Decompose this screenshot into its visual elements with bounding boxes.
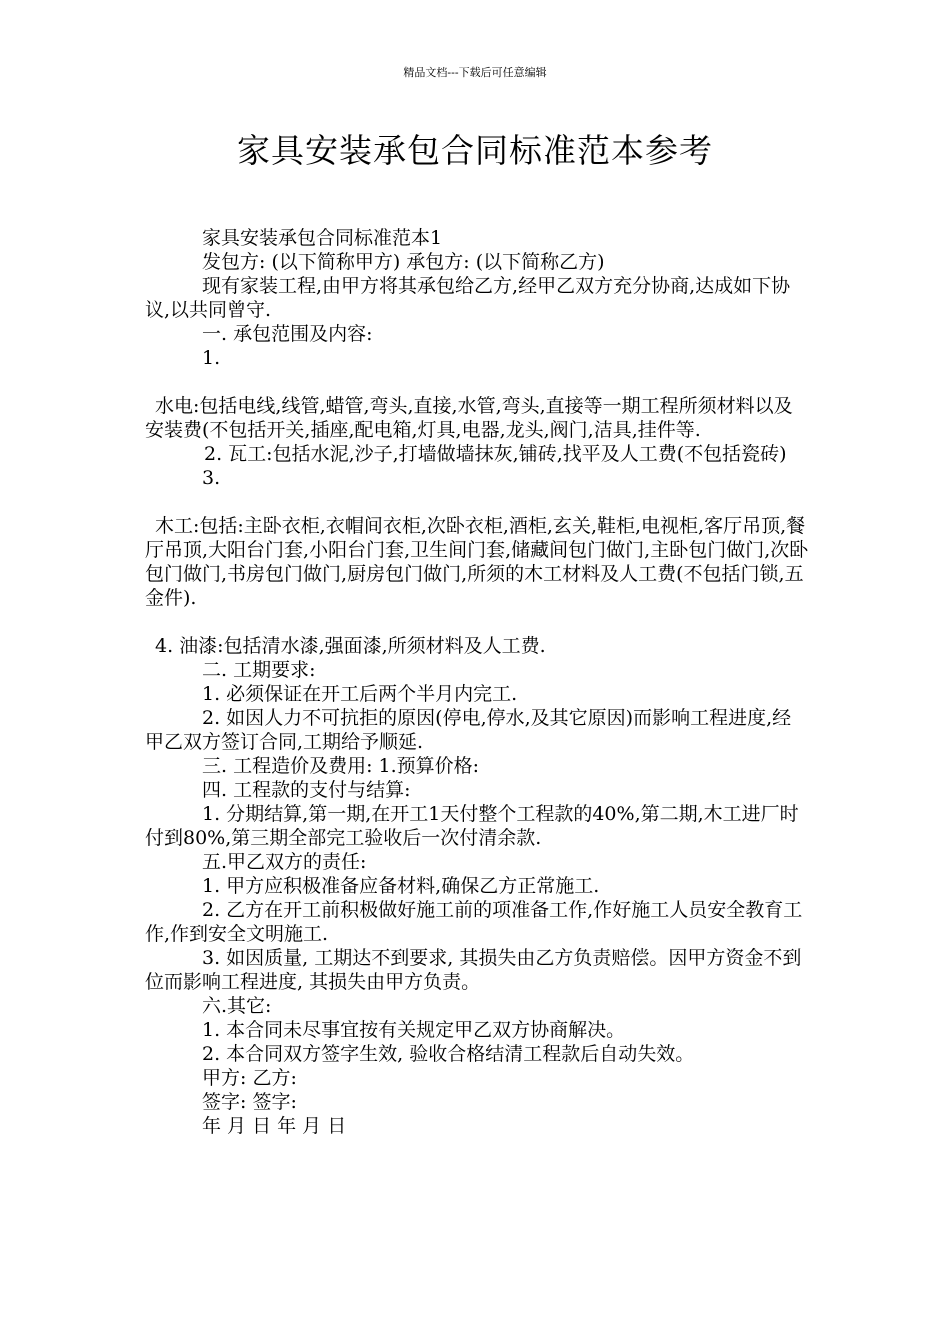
list-item-number: 3. bbox=[202, 467, 221, 489]
paragraph-payment-1: 1. 分期结算,第一期,在开工1天付整个工程款的40%,第二期,木工进厂时付到80%,第三期全部完工验收后一次付清余款. bbox=[145, 803, 799, 849]
section-heading-responsibilities: 五.甲乙双方的责任: bbox=[202, 851, 367, 873]
signature-dates: 年 月 日 年 月 日 bbox=[202, 1115, 347, 1137]
paragraph-tiling: 2. 瓦工:包括水泥,沙子,打墙做墙抹灰,铺砖,找平及人工费(不包括瓷砖) bbox=[204, 443, 787, 465]
paragraph-responsibility-1: 1. 甲方应积极准备应备材料,确保乙方正常施工. bbox=[202, 875, 600, 897]
document-title: 家具安装承包合同标准范本参考 bbox=[237, 131, 713, 170]
paragraph-other-1: 1. 本合同未尽事宜按有关规定甲乙双方协商解决。 bbox=[202, 1019, 626, 1041]
list-item-number: 1. bbox=[202, 347, 221, 369]
paragraph-other-2: 2. 本合同双方签字生效, 验收合格结清工程款后自动失效。 bbox=[202, 1043, 695, 1065]
document-body bbox=[145, 226, 810, 1138]
paragraph-schedule-2: 2. 如因人力不可抗拒的原因(停电,停水,及其它原因)而影响工程进度,经甲乙双方签订合同,工期给予顺延. bbox=[145, 707, 792, 753]
section-heading-cost: 三. 工程造价及费用: 1.预算价格: bbox=[202, 755, 480, 777]
signature-lines: 签字: 签字: bbox=[202, 1091, 297, 1113]
signature-parties: 甲方: 乙方: bbox=[202, 1067, 297, 1089]
paragraph-painting: 4. 油漆:包括清水漆,强面漆,所须材料及人工费. bbox=[155, 635, 546, 657]
page-header-note: 精品文档---下载后可任意编辑 bbox=[403, 66, 547, 79]
blank-line bbox=[145, 610, 810, 634]
paragraph-plumbing-electrical: 水电:包括电线,线管,蜡管,弯头,直接,水管,弯头,直接等一期工程所须材料以及安装费(不包括开关,插座,配电箱,灯具,电器,龙头,阀门,洁具,挂件等. bbox=[145, 395, 793, 441]
section-heading-payment: 四. 工程款的支付与结算: bbox=[202, 779, 411, 801]
paragraph-parties: 发包方: (以下简称甲方) 承包方: (以下简称乙方) bbox=[202, 251, 605, 273]
section-heading-schedule: 二. 工期要求: bbox=[202, 659, 316, 681]
blank-line bbox=[145, 370, 810, 394]
paragraph-preamble: 现有家装工程,由甲方将其承包给乙方,经甲乙双方充分协商,达成如下协议,以共同曾守. bbox=[145, 275, 791, 321]
blank-line bbox=[145, 490, 810, 514]
paragraph-responsibility-2: 2. 乙方在开工前积极做好施工前的项准备工作,作好施工人员安全教育工作,作到安全文明施工. bbox=[145, 899, 803, 945]
paragraph-carpentry: 木工:包括:主卧衣柜,衣帽间衣柜,次卧衣柜,酒柜,玄关,鞋柜,电视柜,客厅吊顶,餐厅吊顶,大阳台门套,小阳台门套,卫生间门套,储藏间包门做门,主卧包门做门,次卧包门做门,书房包门做门,厨房包门做门,所须的木工材料及人工费(不包括门锁,五金件). bbox=[145, 515, 809, 609]
paragraph-subtitle: 家具安装承包合同标准范本1 bbox=[202, 227, 443, 249]
section-heading-scope: 一. 承包范围及内容: bbox=[202, 323, 373, 345]
section-heading-other: 六.其它: bbox=[202, 995, 272, 1017]
paragraph-responsibility-3: 3. 如因质量, 工期达不到要求, 其损失由乙方负责赔偿。因甲方资金不到位而影响工程进度, 其损失由甲方负责。 bbox=[145, 947, 802, 993]
paragraph-schedule-1: 1. 必须保证在开工后两个半月内完工. bbox=[202, 683, 518, 705]
